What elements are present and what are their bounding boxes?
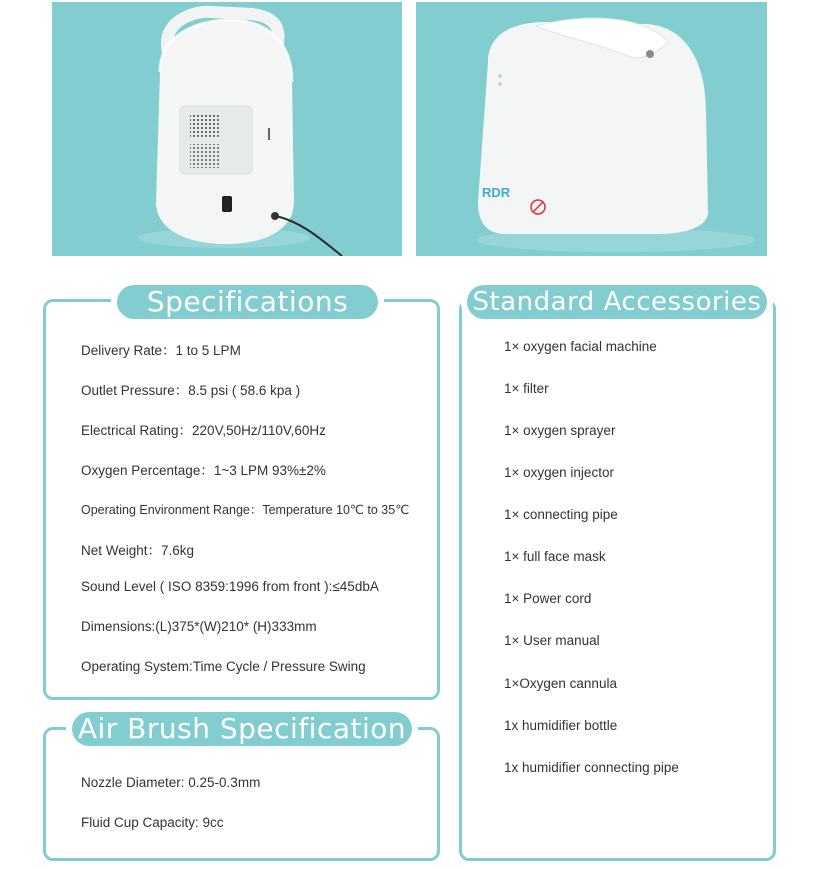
spec-row-operating-system: Operating System:Time Cycle / Pressure Swing	[81, 659, 366, 674]
accessory-item: 1× filter	[504, 381, 549, 396]
air-brush-panel	[43, 727, 440, 861]
air-brush-title: Air Brush Specification	[72, 712, 412, 746]
spec-row-sound-level: Sound Level ( ISO 8359:1996 from front ):≤45dbA	[81, 579, 379, 594]
product-photo-side	[416, 2, 767, 256]
accessory-item: 1×Oxygen cannula	[504, 676, 617, 691]
spec-row-dimensions: Dimensions:(L)375*(W)210* (H)333mm	[81, 619, 317, 634]
accessory-item: 1× oxygen facial machine	[504, 339, 657, 354]
device-side-illustration	[416, 2, 767, 256]
air-brush-row-fluid-cup: Fluid Cup Capacity: 9cc	[81, 815, 224, 830]
accessory-item: 1× User manual	[504, 633, 600, 648]
accessory-item: 1x humidifier bottle	[504, 718, 618, 733]
spec-row-operating-environment: Operating Environment Range：Temperature 10℃ to 35℃	[81, 503, 410, 517]
accessory-item: 1× Power cord	[504, 591, 592, 606]
spec-row-electrical-rating: Electrical Rating：220V,50Hz/110V,60Hz	[81, 423, 326, 438]
spec-row-net-weight: Net Weight：7.6kg	[81, 543, 195, 558]
accessory-item: 1x humidifier connecting pipe	[504, 760, 679, 775]
accessory-item: 1× oxygen sprayer	[504, 423, 616, 438]
spec-row-delivery-rate: Delivery Rate：1 to 5 LPM	[81, 343, 241, 358]
spec-row-oxygen-percentage: Oxygen Percentage：1~3 LPM 93%±2%	[81, 463, 326, 478]
device-back-illustration	[52, 2, 402, 256]
accessory-item: 1× full face mask	[504, 549, 606, 564]
spec-row-outlet-pressure: Outlet Pressure：8.5 psi ( 58.6 kpa )	[81, 383, 301, 398]
accessory-item: 1× oxygen injector	[504, 465, 614, 480]
accessory-item: 1× connecting pipe	[504, 507, 618, 522]
brand-text: RDR	[482, 185, 511, 200]
air-brush-row-nozzle: Nozzle Diameter: 0.25-0.3mm	[81, 775, 261, 790]
product-photo-back	[52, 2, 402, 256]
accessories-title: Standard Accessories	[467, 285, 767, 319]
specifications-title: Specifications	[117, 285, 378, 319]
